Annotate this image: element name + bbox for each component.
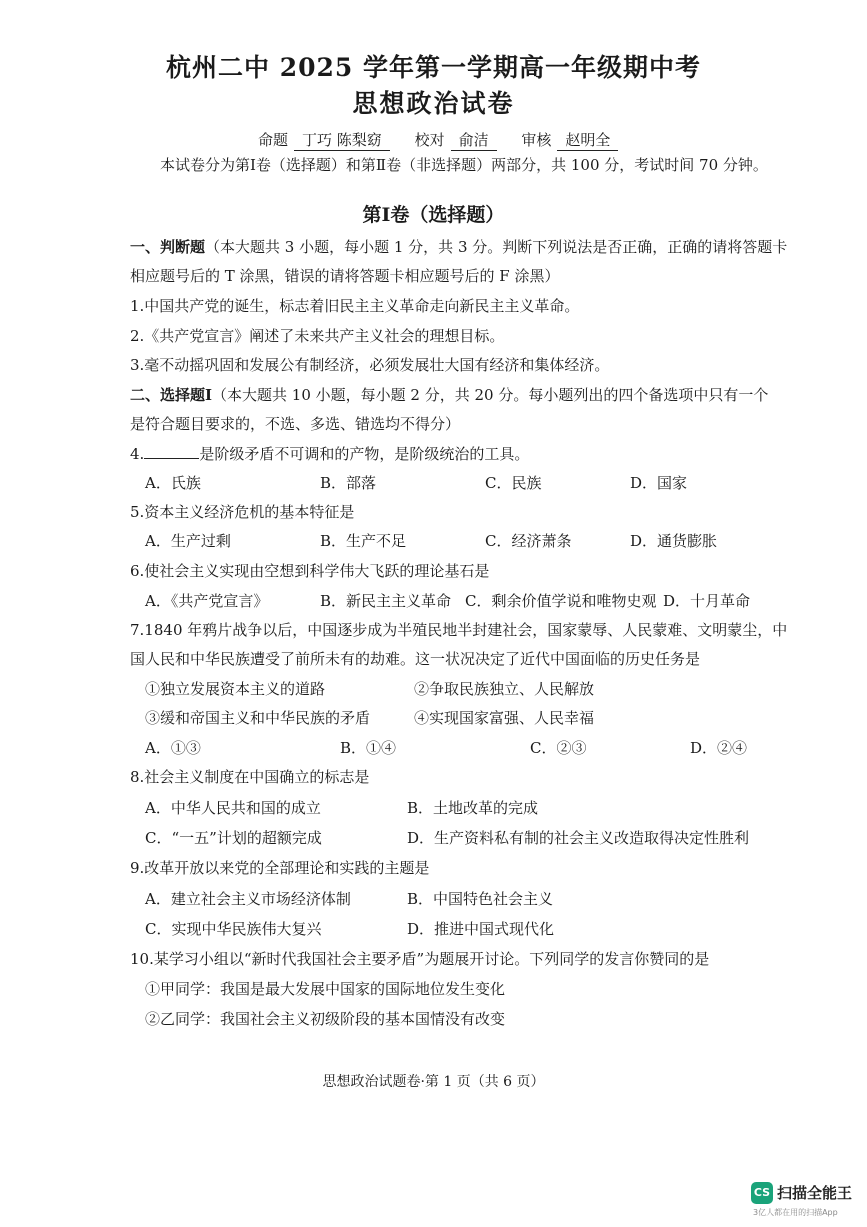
q5-option-d: D．通货膨胀	[630, 532, 718, 550]
author-value: 丁巧 陈梨窈	[294, 129, 390, 151]
part2-instr-a: （本大题共 10 小题，每小题 2 分，共 20 分。每小题列出的四个备选项中只有一个	[212, 386, 769, 404]
page-footer: 思想政治试题卷·第 1 页（共 6 页）	[322, 1074, 545, 1090]
question-4	[130, 443, 529, 464]
part1-heading: 一、判断题	[130, 238, 206, 256]
review-value: 赵明全	[557, 129, 618, 151]
q7-statement-2: ②争取民族独立、人民解放	[414, 680, 595, 698]
q7-statement-3: ③缓和帝国主义和中华民族的矛盾	[145, 709, 371, 727]
part2-heading: 二、选择题Ⅰ	[130, 386, 213, 404]
q9-option-a: A．建立社会主义市场经济体制	[145, 890, 351, 908]
q7-statement-4: ④实现国家富强、人民幸福	[414, 709, 595, 727]
scanner-watermark	[751, 1180, 863, 1222]
q10-statement-1: ①甲同学：我国是最大发展中国家的国际地位发生变化	[145, 980, 506, 998]
question-10: 10.某学习小组以“新时代我国社会主要矛盾”为题展开讨论。下列同学的发言你赞同的是	[130, 950, 710, 968]
q7-option-c: C．②③	[530, 739, 587, 757]
question-2: 2.《共产党宣言》阐述了未来共产主义社会的理想目标。	[130, 327, 505, 345]
q6-option-d: D．十月革命	[663, 592, 751, 610]
q4-option-d: D．国家	[630, 474, 688, 492]
scanner-app-name: 扫描全能王	[777, 1184, 853, 1202]
q8-option-d: D．生产资料私有制的社会主义改造取得决定性胜利	[407, 829, 750, 847]
q5-option-a: A．生产过剩	[145, 532, 231, 550]
q5-option-c: C．经济萧条	[485, 532, 572, 550]
q10-statement-2: ②乙同学：我国社会主义初级阶段的基本国情没有改变	[145, 1010, 506, 1028]
q4-stem: 是阶级矛盾不可调和的产物，是阶级统治的工具。	[199, 445, 530, 463]
exam-intro: 本试卷分为第Ⅰ卷（选择题）和第Ⅱ卷（非选择题）两部分，共 100 分，考试时间 70 分钟。	[160, 156, 768, 174]
question-7-b: 国人民和中华民族遭受了前所未有的劫难。这一状况决定了近代中国面临的历史任务是	[130, 650, 701, 668]
q5-option-b: B．生产不足	[320, 532, 407, 550]
q9-option-b: B．中国特色社会主义	[407, 890, 554, 908]
q6-option-a: A．《共产党宣言》	[145, 592, 269, 610]
q6-option-c: C．剩余价值学说和唯物史观	[465, 592, 657, 610]
q4-option-a: A．氏族	[145, 474, 201, 492]
question-3: 3.毫不动摇巩固和发展公有制经济，必须发展壮大国有经济和集体经济。	[130, 356, 610, 374]
proof-label: 校对	[414, 131, 445, 149]
section-title: 第Ⅰ卷（选择题）	[362, 204, 505, 226]
exam-subject: 思想政治试卷	[352, 89, 515, 118]
review-label: 审核	[521, 131, 552, 149]
q7-option-a: A．①③	[145, 739, 201, 757]
answer-blank	[144, 444, 199, 459]
part2-instr-b: 是符合题目要求的，不选、多选、错选均不得分）	[130, 415, 461, 433]
q8-option-c: C．“一五”计划的超额完成	[145, 829, 322, 847]
staff-line	[258, 129, 638, 151]
question-5: 5.资本主义经济危机的基本特征是	[130, 503, 355, 521]
question-6: 6.使社会主义实现由空想到科学伟大飞跃的理论基石是	[130, 562, 490, 580]
part1-instructions	[130, 236, 787, 257]
q7-option-d: D．②④	[690, 739, 748, 757]
scanner-logo-icon: CS	[751, 1182, 773, 1204]
q8-option-b: B．土地改革的完成	[407, 799, 539, 817]
part2-instructions	[130, 384, 768, 405]
q9-option-d: D．推进中国式现代化	[407, 920, 555, 938]
question-8: 8.社会主义制度在中国确立的标志是	[130, 768, 370, 786]
scanner-app-tagline: 3亿人都在用的扫描App	[753, 1208, 838, 1217]
exam-title: 杭州二中 2025 学年第一学期高一年级期中考	[166, 53, 701, 82]
q4-number: 4.	[130, 445, 145, 463]
question-9: 9.改革开放以来党的全部理论和实践的主题是	[130, 859, 430, 877]
q9-option-c: C．实现中华民族伟大复兴	[145, 920, 322, 938]
part1-instr-b: 相应题号后的 T 涂黑，错误的请将答题卡相应题号后的 F 涂黑）	[130, 267, 560, 285]
part1-instr-a: （本大题共 3 小题，每小题 1 分，共 3 分。判断下列说法是否正确，正确的请将答题卡	[205, 238, 788, 256]
question-1: 1.中国共产党的诞生，标志着旧民主主义革命走向新民主主义革命。	[130, 297, 580, 315]
q6-option-b: B．新民主主义革命	[320, 592, 452, 610]
proof-value: 俞洁	[451, 129, 497, 151]
q8-option-a: A．中华人民共和国的成立	[145, 799, 321, 817]
q7-statement-1: ①独立发展资本主义的道路	[145, 680, 326, 698]
q7-option-b: B．①④	[340, 739, 397, 757]
q4-option-b: B．部落	[320, 474, 377, 492]
author-label: 命题	[258, 131, 289, 149]
question-7-a: 7.1840 年鸦片战争以后，中国逐步成为半殖民地半封建社会，国家蒙辱、人民蒙难、文明蒙尘，中	[130, 621, 788, 639]
q4-option-c: C．民族	[485, 474, 542, 492]
